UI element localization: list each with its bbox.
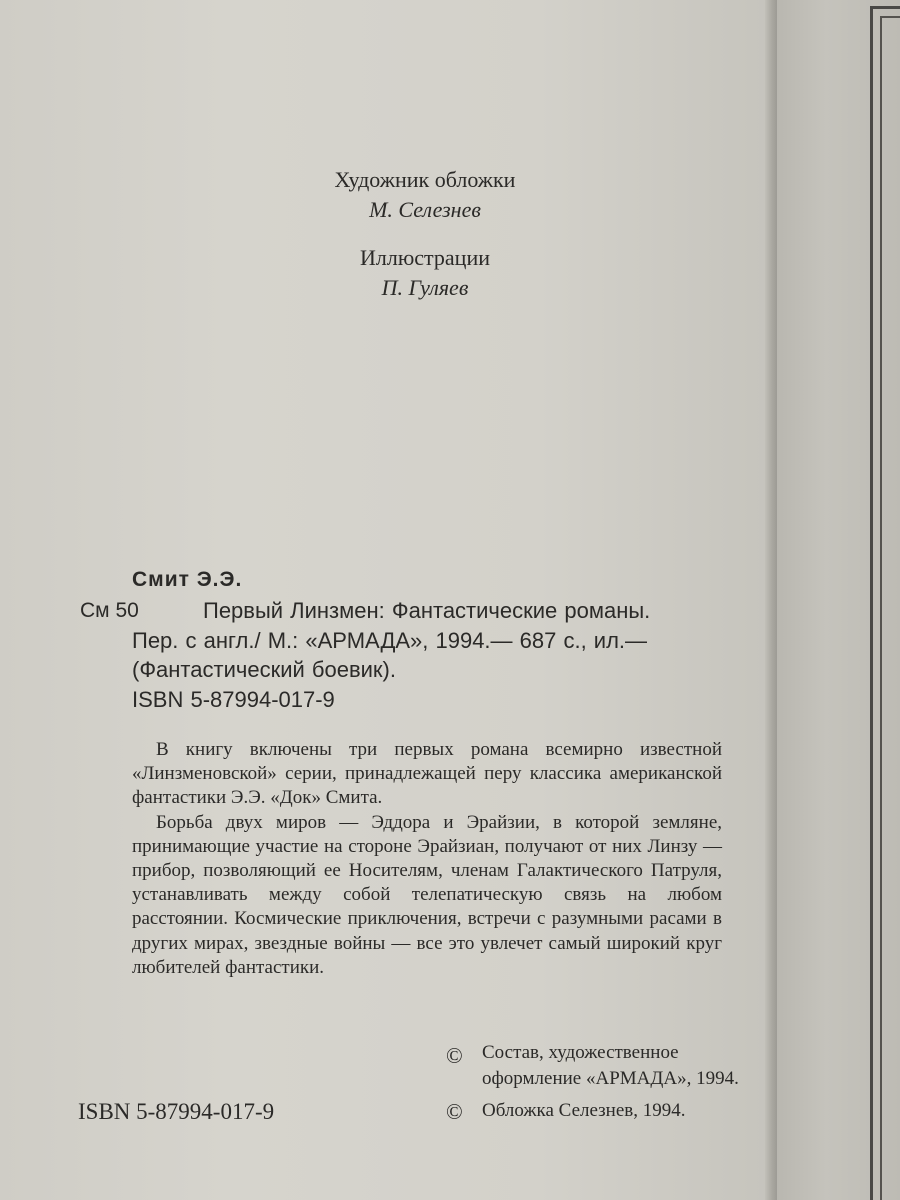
catalog-publisher-line: Пер. с англ./ М.: «АРМАДА», 1994.— 687 с., ил.— bbox=[132, 628, 648, 653]
catalog-series-line: (Фантастический боевик). bbox=[132, 657, 396, 682]
abstract-paragraph: В книгу включены три первых романа всемирно известной «Линзменовской» серии, принадлежащей перу классика американской фантастики Э.Э. «Док» Смита. bbox=[132, 739, 722, 809]
copyright-symbol: © bbox=[446, 1099, 463, 1124]
cover-artist-name: М. Селезнев bbox=[369, 197, 481, 222]
catalog-title-line: Первый Линзмен: Фантастические романы. bbox=[203, 598, 651, 623]
abstract-paragraph: Борьба двух миров — Эддора и Эрайзии, в которой земляне, принимающие участие на стороне Эрайзиан, получают от них Линзу — прибор, позволяющий ее Носителям, членам Галактического Патруля, устанавливать между собой телепатическую связь на любом расстоянии. Космические приключения, встречи с разумными расами в других мирах, звездные войны — все это увлечет самый широкий круг любителей фантастики. bbox=[132, 811, 722, 978]
copyright-cover: Обложка Селезнев, 1994. bbox=[482, 1100, 686, 1121]
catalog-author: Смит Э.Э. bbox=[132, 568, 243, 591]
copyright-composition-line1: Состав, художественное bbox=[482, 1042, 679, 1063]
decorative-border-inner bbox=[880, 16, 900, 1200]
illustrator-name: П. Гуляев bbox=[381, 275, 469, 300]
footer-isbn: ISBN 5-87994-017-9 bbox=[78, 1099, 275, 1124]
book-gutter bbox=[765, 0, 777, 1200]
copyright-symbol: © bbox=[446, 1043, 463, 1068]
cover-artist-label: Художник обложки bbox=[334, 167, 516, 192]
abstract bbox=[132, 738, 722, 980]
catalog-code: См 50 bbox=[80, 599, 139, 622]
catalog-isbn: ISBN 5-87994-017-9 bbox=[132, 687, 335, 712]
illustrations-label: Иллюстрации bbox=[359, 245, 490, 270]
copyright-composition-line2: оформление «АРМАДА», 1994. bbox=[482, 1068, 739, 1089]
